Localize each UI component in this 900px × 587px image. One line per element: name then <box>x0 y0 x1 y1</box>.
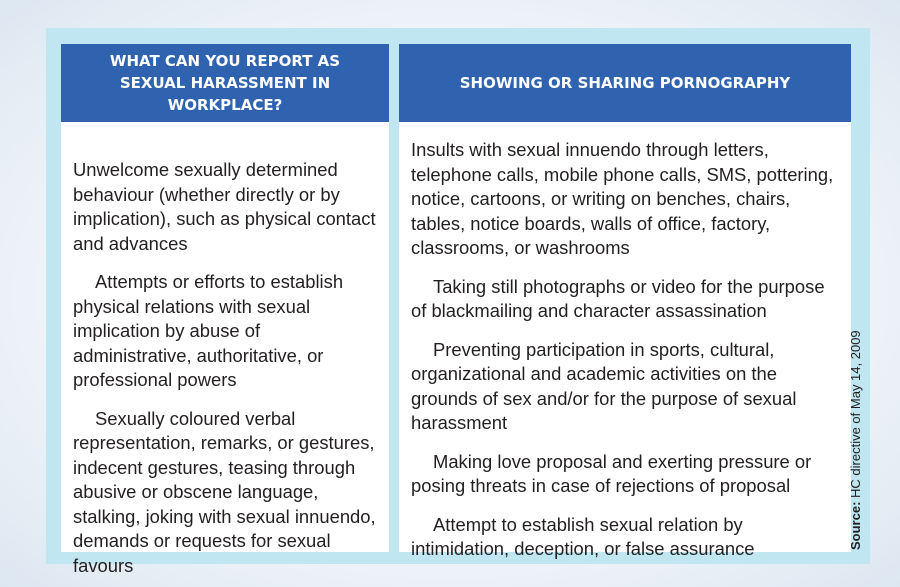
list-item: Insults with sexual innuendo through letters, telephone calls, mobile phone calls, SMS, pottering, notice, cartoons, or writing on benches, chairs, tables, notice boards, walls of office, factory, classrooms, or washrooms <box>411 139 834 258</box>
left-column <box>61 44 389 576</box>
list-item: Preventing participation in sports, cultural, organizational and academic activities on the grounds of sex and/or for the purpose of sexual harassment <box>411 338 797 433</box>
source-credit <box>848 300 872 550</box>
list-item: Attempts or efforts to establish physical relations with sexual implication by abuse of administrative, authoritative, or professional powers <box>73 271 344 390</box>
source-label: Source: <box>848 501 863 550</box>
source-text: HC directive of May 14, 2009 <box>848 330 863 502</box>
right-column-body <box>399 122 851 562</box>
list-item: Unwelcome sexually determined behaviour (whether directly or by implication), such as physical contact and advances <box>73 159 376 254</box>
left-column-header: WHAT CAN YOU REPORT AS SEXUAL HARASSMENT IN WORKPLACE? <box>61 44 389 122</box>
list-item: Making love proposal and exerting pressure or posing threats in case of rejections of proposal <box>411 450 812 496</box>
right-column <box>399 44 851 559</box>
right-column-header: SHOWING OR SHARING PORNOGRAPHY <box>399 44 851 122</box>
list-item: Taking still photographs or video for the purpose of blackmailing and character assassination <box>411 275 825 321</box>
left-column-body <box>61 122 389 578</box>
infographic-panel <box>46 28 870 576</box>
list-item: Sexually coloured verbal representation, remarks, or gestures, indecent gestures, teasing through abusive or obscene language, stalking, joking with sexual innuendo, demands or requests for sexual favours <box>73 407 376 576</box>
list-item: Attempt to establish sexual relation by intimidation, deception, or false assurance <box>411 513 755 559</box>
